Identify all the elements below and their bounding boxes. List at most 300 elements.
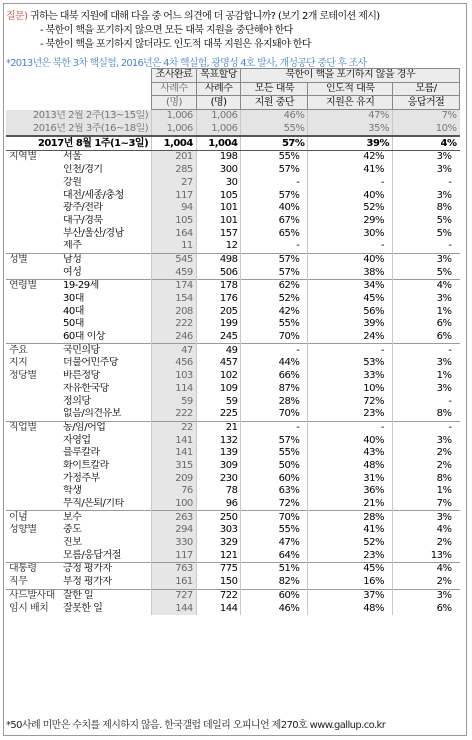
- value-dont-know: 13%: [392, 549, 459, 562]
- weighted-count: 329: [196, 537, 241, 550]
- sample-count: 545: [152, 253, 197, 266]
- header-col2: 인도적 대북: [308, 82, 393, 96]
- sample-count: 114: [152, 383, 197, 396]
- sample-count: 263: [152, 511, 197, 524]
- sample-count: 208: [152, 305, 197, 318]
- value-keep-aid: 30%: [308, 227, 393, 240]
- value-stop-aid: 47%: [241, 537, 308, 550]
- value-keep-aid: 23%: [308, 549, 393, 562]
- value-stop-aid: 65%: [241, 227, 308, 240]
- row-label: 부정 평가자: [63, 576, 112, 588]
- table-row: [6, 151, 460, 164]
- row-label: 제주: [63, 240, 82, 252]
- row-label: 여성: [63, 266, 82, 278]
- weighted-count: 96: [196, 498, 241, 511]
- total-label: 2017년 8월 1주(1~3일): [6, 136, 152, 150]
- value-dont-know: 3%: [392, 511, 459, 524]
- sample-count: 727: [152, 589, 197, 602]
- value-stop-aid: 46%: [241, 602, 308, 615]
- value-keep-aid: 48%: [308, 460, 393, 473]
- category-label: [6, 318, 60, 331]
- value-stop-aid: 50%: [241, 460, 308, 473]
- category-label: [6, 177, 60, 190]
- value-dont-know: 2%: [392, 537, 459, 550]
- value-dont-know: 8%: [392, 472, 459, 485]
- value-dont-know: 5%: [392, 266, 459, 279]
- value-keep-aid: 48%: [308, 602, 393, 615]
- row-label: 학생: [63, 485, 82, 497]
- category-label: 대통령: [6, 563, 60, 576]
- value-dont-know: 10%: [392, 123, 459, 137]
- header-col2b: 지원은 유지: [308, 96, 393, 110]
- weighted-count: 176: [196, 293, 241, 306]
- weighted-count: 230: [196, 472, 241, 485]
- sample-count: 315: [152, 460, 197, 473]
- row-label: 잘한 일: [60, 589, 152, 602]
- value-dont-know: 6%: [392, 331, 459, 344]
- weighted-count: 101: [196, 202, 241, 215]
- value-dont-know: 4%: [392, 280, 459, 293]
- value-dont-know: 4%: [392, 136, 459, 150]
- value-stop-aid: 55%: [241, 524, 308, 537]
- table-row: [6, 576, 460, 589]
- value-stop-aid: 87%: [241, 383, 308, 396]
- value-stop-aid: 57%: [241, 434, 308, 447]
- value-stop-aid: 46%: [241, 110, 308, 123]
- value-keep-aid: 39%: [308, 318, 393, 331]
- survey-table: [6, 68, 460, 615]
- category-label: [6, 202, 60, 215]
- row-label: 화이트칼라: [63, 459, 109, 471]
- category-label: 사드발사대: [6, 589, 60, 602]
- sample-count: 117: [152, 549, 197, 562]
- value-keep-aid: 40%: [308, 189, 393, 202]
- category-label: [6, 434, 60, 447]
- row-label: 잘못한 일: [63, 602, 103, 614]
- sample-count: 27: [152, 177, 197, 190]
- context-note: *2013년은 북한 3차 핵실험, 2016년은 4차 핵실험, 광명성 4호 발사, 개성공단 중단 후 조사: [6, 58, 367, 69]
- weighted-count: 300: [196, 164, 241, 177]
- sample-count: 201: [152, 151, 197, 164]
- value-keep-aid: 39%: [308, 136, 393, 150]
- sample-count: 105: [152, 215, 197, 228]
- weighted-count: 309: [196, 460, 241, 473]
- prev-survey-row: [6, 110, 460, 123]
- weighted-count: 144: [196, 602, 241, 615]
- category-label: 임시 배치: [9, 602, 49, 614]
- weighted-count: 132: [196, 434, 241, 447]
- weighted-count: 150: [196, 576, 241, 589]
- value-keep-aid: 38%: [308, 266, 393, 279]
- value-stop-aid: 28%: [241, 395, 308, 408]
- value-stop-aid: 82%: [241, 576, 308, 589]
- sample-count: 1,006: [152, 123, 197, 137]
- row-label: 긍정 평가자: [60, 563, 152, 576]
- weighted-count: 59: [196, 395, 241, 408]
- value-keep-aid: -: [308, 177, 393, 190]
- sample-count: 161: [152, 576, 197, 589]
- table-row: [6, 602, 460, 615]
- table-row: [6, 202, 460, 215]
- header-sample-unit: (명): [152, 96, 197, 110]
- sample-count: 141: [152, 447, 197, 460]
- header-weighted: 목표할당: [196, 69, 241, 83]
- value-stop-aid: 70%: [241, 408, 308, 421]
- category-label: 지지: [9, 357, 28, 369]
- sample-count: 164: [152, 227, 197, 240]
- row-label: 국민의당: [60, 344, 152, 357]
- value-stop-aid: 66%: [241, 370, 308, 383]
- value-stop-aid: 64%: [241, 549, 308, 562]
- category-label: [6, 485, 60, 498]
- weighted-count: 225: [196, 408, 241, 421]
- row-label: 블루칼라: [63, 447, 100, 459]
- header-row-2: [6, 82, 460, 96]
- value-keep-aid: 72%: [308, 395, 393, 408]
- category-label: [6, 189, 60, 202]
- category-label: [6, 240, 60, 253]
- value-stop-aid: 60%: [241, 472, 308, 485]
- table-row: [6, 240, 460, 253]
- sample-count: 76: [152, 485, 197, 498]
- value-dont-know: 1%: [392, 485, 459, 498]
- value-dont-know: 4%: [392, 563, 459, 576]
- row-label: 자유한국당: [63, 382, 109, 394]
- category-label: [6, 383, 60, 396]
- header-sample-sub: 사례수: [152, 82, 197, 96]
- row-label: 대구/경북: [63, 214, 103, 226]
- sample-count: 94: [152, 202, 197, 215]
- sample-count: 59: [152, 395, 197, 408]
- weighted-count: 1,006: [196, 110, 241, 123]
- value-stop-aid: 55%: [241, 318, 308, 331]
- sample-count: 763: [152, 563, 197, 576]
- weighted-count: 78: [196, 485, 241, 498]
- table-row: [6, 357, 460, 370]
- category-label: 성별: [6, 253, 60, 266]
- row-label: 50대: [63, 318, 84, 330]
- value-dont-know: 2%: [392, 447, 459, 460]
- row-label: 대전/세종/충청: [63, 189, 124, 201]
- sample-count: 154: [152, 293, 197, 306]
- prev-survey-row: [6, 123, 460, 137]
- table-row: [6, 331, 460, 344]
- row-label: 모름/응답거절: [63, 549, 121, 561]
- table-row: [6, 511, 460, 524]
- sample-count: 459: [152, 266, 197, 279]
- header-sample: 조사완료: [152, 69, 197, 83]
- sample-count: 1,006: [152, 110, 197, 123]
- category-label: [6, 215, 60, 228]
- weighted-count: 121: [196, 549, 241, 562]
- category-label: [6, 395, 60, 408]
- category-label: [6, 164, 60, 177]
- header-blank: [6, 82, 60, 96]
- header-blank: [60, 69, 152, 83]
- sample-count: 285: [152, 164, 197, 177]
- table-row: [6, 227, 460, 240]
- table-row: [6, 305, 460, 318]
- value-dont-know: 2%: [392, 460, 459, 473]
- prev-survey-label: 2016년 2월 3주(16~18일): [6, 123, 152, 137]
- category-label: [6, 293, 60, 306]
- category-label: [6, 472, 60, 485]
- value-keep-aid: -: [308, 344, 393, 357]
- value-stop-aid: 70%: [241, 331, 308, 344]
- weighted-count: 139: [196, 447, 241, 460]
- sample-count: 330: [152, 537, 197, 550]
- value-keep-aid: 31%: [308, 472, 393, 485]
- weighted-count: 198: [196, 151, 241, 164]
- value-keep-aid: 37%: [308, 589, 393, 602]
- table-row: [6, 164, 460, 177]
- value-dont-know: -: [392, 344, 459, 357]
- sample-count: 456: [152, 357, 197, 370]
- prev-survey-label: 2013년 2월 2주(13~15일): [6, 110, 152, 123]
- row-label: 농/임/어업: [60, 421, 152, 434]
- value-dont-know: 3%: [392, 383, 459, 396]
- weighted-count: 506: [196, 266, 241, 279]
- table-row: [6, 253, 460, 266]
- table-row: [6, 408, 460, 421]
- value-keep-aid: 21%: [308, 498, 393, 511]
- value-stop-aid: 42%: [241, 305, 308, 318]
- header-blank: [6, 96, 60, 110]
- weighted-count: 105: [196, 189, 241, 202]
- row-label: 가정주부: [63, 472, 100, 484]
- category-label: 지역별: [6, 151, 60, 164]
- footnote: *50사례 미만은 수치를 제시하지 않음. 한국갤럽 데일리 오피니언 제270호 www.gallup.co.kr: [6, 720, 386, 731]
- value-keep-aid: 16%: [308, 576, 393, 589]
- sample-count: 141: [152, 434, 197, 447]
- value-keep-aid: 28%: [308, 511, 393, 524]
- value-stop-aid: 57%: [241, 253, 308, 266]
- category-label: [6, 447, 60, 460]
- value-dont-know: -: [392, 421, 459, 434]
- row-label: 무직/은퇴/기타: [63, 498, 124, 510]
- category-label: [6, 537, 60, 550]
- weighted-count: 157: [196, 227, 241, 240]
- header-weighted-sub: 사례수: [196, 82, 241, 96]
- value-dont-know: 3%: [392, 189, 459, 202]
- value-stop-aid: 51%: [241, 563, 308, 576]
- header-row-3: [6, 96, 460, 110]
- weighted-count: 101: [196, 215, 241, 228]
- header-col3: 모름/: [392, 82, 459, 96]
- category-label: 성향별: [9, 524, 37, 536]
- question-line-1: 질문) 귀하는 대북 지원에 대해 다음 중 어느 의견에 더 공감합니까? (보기 2개 로테이션 제시): [6, 11, 380, 22]
- row-label: 인천/경기: [63, 164, 103, 176]
- category-label: 정당별: [9, 370, 37, 382]
- value-keep-aid: 47%: [308, 110, 393, 123]
- value-dont-know: 4%: [392, 524, 459, 537]
- category-label: 직업별: [6, 421, 60, 434]
- value-dont-know: 7%: [392, 498, 459, 511]
- value-keep-aid: 53%: [308, 357, 393, 370]
- table-row: [6, 189, 460, 202]
- table-row: [6, 421, 460, 434]
- value-keep-aid: 41%: [308, 524, 393, 537]
- total-row: [6, 136, 460, 150]
- table-row: [6, 318, 460, 331]
- table-row: [6, 537, 460, 550]
- value-keep-aid: 10%: [308, 383, 393, 396]
- option-2: - 북한이 핵을 포기하지 않더라도 인도적 대북 지원은 유지돼야 한다: [40, 39, 311, 50]
- row-label: 40대: [63, 305, 84, 317]
- value-dont-know: 3%: [392, 253, 459, 266]
- value-stop-aid: -: [241, 240, 308, 253]
- value-dont-know: 1%: [392, 370, 459, 383]
- sample-count: 22: [152, 421, 197, 434]
- value-keep-aid: 33%: [308, 370, 393, 383]
- value-stop-aid: 60%: [241, 589, 308, 602]
- weighted-count: 1,004: [196, 136, 241, 150]
- value-keep-aid: 29%: [308, 215, 393, 228]
- sample-count: 222: [152, 318, 197, 331]
- header-group: 북한이 핵을 포기하지 않을 경우: [241, 69, 460, 83]
- category-label: 이념: [6, 511, 60, 524]
- weighted-count: 245: [196, 331, 241, 344]
- value-keep-aid: 45%: [308, 293, 393, 306]
- value-dont-know: 3%: [392, 151, 459, 164]
- value-keep-aid: 56%: [308, 305, 393, 318]
- sample-count: 1,004: [152, 136, 197, 150]
- weighted-count: 722: [196, 589, 241, 602]
- table-row: [6, 589, 460, 602]
- header-col1: 모든 대북: [241, 82, 308, 96]
- value-keep-aid: 52%: [308, 537, 393, 550]
- header-weighted-unit: (명): [196, 96, 241, 110]
- option-1: - 북한이 핵을 포기하지 않으면 모든 대북 지원을 중단해야 한다: [40, 25, 293, 36]
- weighted-count: 49: [196, 344, 241, 357]
- value-keep-aid: 43%: [308, 447, 393, 460]
- weighted-count: 102: [196, 370, 241, 383]
- row-label: 보수: [60, 511, 152, 524]
- value-dont-know: 8%: [392, 202, 459, 215]
- sample-count: 222: [152, 408, 197, 421]
- value-stop-aid: -: [241, 177, 308, 190]
- value-keep-aid: 40%: [308, 253, 393, 266]
- row-label: 자영업: [63, 434, 91, 446]
- weighted-count: 30: [196, 177, 241, 190]
- row-label: 바른정당: [63, 370, 100, 382]
- table-row: [6, 293, 460, 306]
- row-label: 강원: [63, 176, 82, 188]
- table-row: [6, 524, 460, 537]
- value-stop-aid: 55%: [241, 123, 308, 137]
- header-blank: [6, 69, 60, 83]
- value-dont-know: 3%: [392, 434, 459, 447]
- value-stop-aid: -: [241, 421, 308, 434]
- table-row: [6, 215, 460, 228]
- value-dont-know: 6%: [392, 318, 459, 331]
- value-dont-know: 7%: [392, 110, 459, 123]
- weighted-count: 205: [196, 305, 241, 318]
- category-label: 주요: [6, 344, 60, 357]
- row-label: 60대 이상: [63, 331, 105, 343]
- value-stop-aid: 57%: [241, 136, 308, 150]
- value-stop-aid: 67%: [241, 215, 308, 228]
- table-row: [6, 472, 460, 485]
- weighted-count: 457: [196, 357, 241, 370]
- value-stop-aid: 52%: [241, 293, 308, 306]
- sample-count: 209: [152, 472, 197, 485]
- category-label: [6, 549, 60, 562]
- category-label: [6, 331, 60, 344]
- header-blank: [60, 96, 152, 110]
- value-dont-know: 3%: [392, 293, 459, 306]
- sample-count: 47: [152, 344, 197, 357]
- value-keep-aid: 35%: [308, 123, 393, 137]
- table-row: [6, 370, 460, 383]
- value-dont-know: 3%: [392, 164, 459, 177]
- category-label: [6, 408, 60, 421]
- sample-count: 144: [152, 602, 197, 615]
- table-row: [6, 395, 460, 408]
- header-row-1: [6, 69, 460, 83]
- row-label: 더불어민주당: [63, 357, 118, 369]
- table-row: [6, 447, 460, 460]
- row-label: 중도: [63, 524, 82, 536]
- table-row: [6, 344, 460, 357]
- weighted-count: 12: [196, 240, 241, 253]
- value-dont-know: 3%: [392, 357, 459, 370]
- value-keep-aid: 23%: [308, 408, 393, 421]
- category-label: [6, 305, 60, 318]
- header-col3b: 응답거절: [392, 96, 459, 110]
- value-stop-aid: 72%: [241, 498, 308, 511]
- value-dont-know: 3%: [392, 589, 459, 602]
- weighted-count: 199: [196, 318, 241, 331]
- row-label: 정의당: [63, 395, 91, 407]
- row-label: 30대: [63, 293, 84, 305]
- category-label: [6, 227, 60, 240]
- value-dont-know: 5%: [392, 215, 459, 228]
- table-row: [6, 383, 460, 396]
- value-stop-aid: -: [241, 344, 308, 357]
- row-label: 진보: [63, 537, 82, 549]
- value-keep-aid: 36%: [308, 485, 393, 498]
- value-stop-aid: 44%: [241, 357, 308, 370]
- value-dont-know: 5%: [392, 227, 459, 240]
- category-label: [6, 460, 60, 473]
- header-blank: [60, 82, 152, 96]
- header-col1b: 지원 중단: [241, 96, 308, 110]
- table-row: [6, 266, 460, 279]
- weighted-count: 1,006: [196, 123, 241, 137]
- weighted-count: 498: [196, 253, 241, 266]
- value-dont-know: -: [392, 240, 459, 253]
- row-label: 서울: [60, 151, 152, 164]
- weighted-count: 775: [196, 563, 241, 576]
- value-keep-aid: 40%: [308, 434, 393, 447]
- table-row: [6, 498, 460, 511]
- weighted-count: 303: [196, 524, 241, 537]
- value-stop-aid: 63%: [241, 485, 308, 498]
- value-keep-aid: -: [308, 421, 393, 434]
- value-dont-know: 6%: [392, 602, 459, 615]
- value-keep-aid: 24%: [308, 331, 393, 344]
- value-stop-aid: 57%: [241, 266, 308, 279]
- category-label: [6, 266, 60, 279]
- value-stop-aid: 55%: [241, 151, 308, 164]
- weighted-count: 109: [196, 383, 241, 396]
- table-row: [6, 563, 460, 576]
- value-dont-know: -: [392, 395, 459, 408]
- sample-count: 246: [152, 331, 197, 344]
- value-keep-aid: 41%: [308, 164, 393, 177]
- weighted-count: 21: [196, 421, 241, 434]
